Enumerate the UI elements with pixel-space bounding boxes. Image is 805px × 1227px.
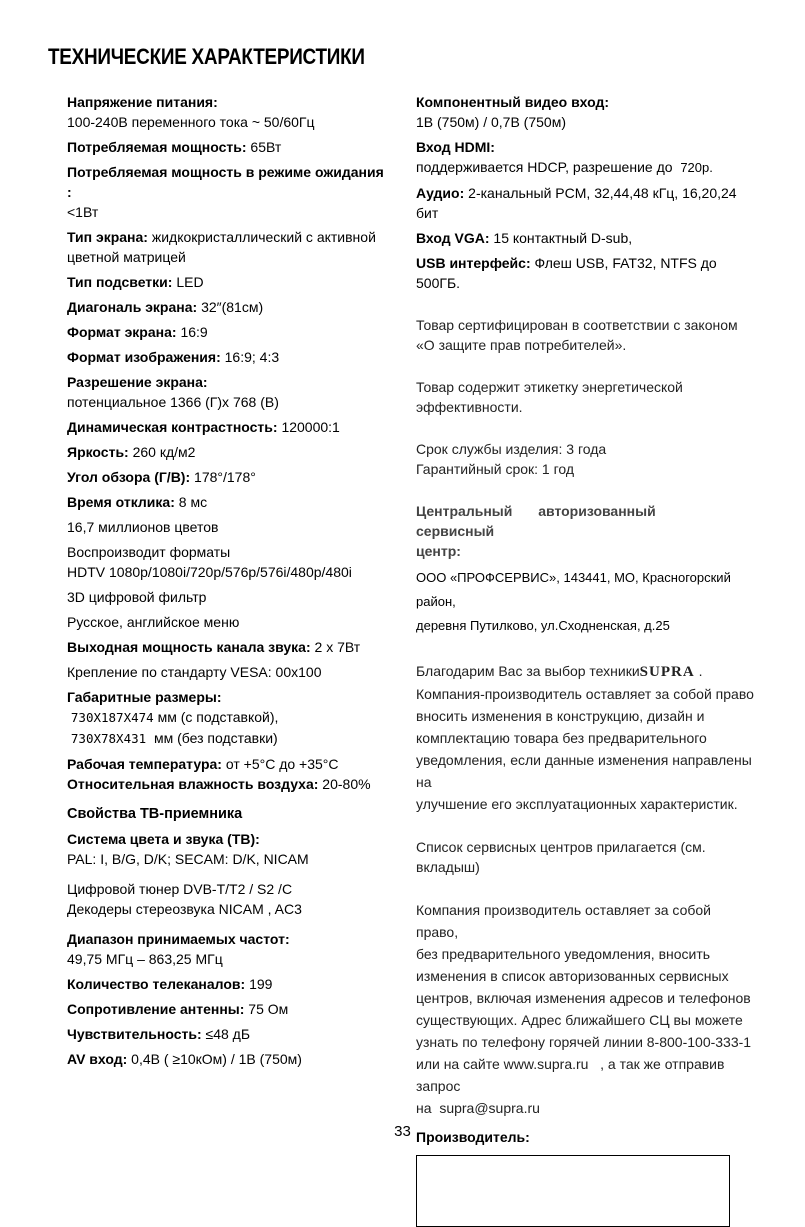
cert-line: Товар сертифицирован в соответствии с законом	[416, 317, 738, 333]
notice-text: , а так же отправив запрос	[416, 1056, 725, 1094]
spec-text: HDTV 1080p/1080i/720p/576p/576i/480p/480i	[67, 564, 352, 580]
spec-contrast	[67, 417, 385, 437]
spec-label: Разрешение экрана:	[67, 374, 208, 390]
spec-menu: Русское, английское меню	[67, 614, 240, 630]
notice-block	[416, 899, 756, 1119]
spec-sensitivity	[67, 1024, 385, 1044]
spec-av-input	[67, 1049, 385, 1069]
spec-vga	[416, 228, 756, 248]
dims-note: мм (без подставки)	[153, 730, 278, 746]
spec-tuner	[67, 879, 385, 919]
spec-value: 49,75 МГц – 863,25 МГц	[67, 951, 223, 967]
spec-audio	[416, 183, 756, 223]
rights-line: уведомления, если данные изменения направлены на	[416, 752, 752, 790]
thanks-end: .	[698, 663, 703, 679]
spec-response	[67, 492, 385, 512]
spec-audio-out	[67, 637, 385, 657]
spec-label: Динамическая контрастность:	[67, 419, 278, 435]
site-link[interactable]: www.supra.ru	[503, 1056, 589, 1072]
spec-label: Система цвета и звука (ТВ):	[67, 831, 260, 847]
notice-line: узнать по телефону горячей линии 8-800-100-333-1	[416, 1034, 752, 1050]
spec-label: Габаритные размеры:	[67, 689, 222, 705]
spec-value: 199	[249, 976, 273, 992]
spec-antenna	[67, 999, 385, 1019]
service-heading-line: Центральный авторизованный сервисный	[416, 503, 656, 539]
spec-value: 15 контактный D-sub,	[493, 230, 633, 246]
spec-value: 8 мс	[178, 494, 208, 510]
notice-text: или на сайте	[416, 1056, 500, 1072]
service-center-address	[416, 566, 756, 638]
dims-note: мм (с подставкой),	[157, 709, 279, 725]
notice-line	[416, 1053, 756, 1097]
spec-label: Рабочая температура:	[67, 756, 222, 772]
spec-component	[416, 92, 756, 132]
notice-line: без предварительного уведомления, вносить	[416, 946, 711, 962]
spec-text: Цифровой тюнер DVB-T/T2 / S2 /C	[67, 881, 293, 897]
spec-value: Флеш USB, FAT32, NTFS до 500ГБ.	[416, 255, 717, 291]
spec-value: 32″(81см)	[201, 299, 264, 315]
cert-line: «О защите прав потребителей».	[416, 337, 627, 353]
hdmi-resolution: 720p.	[680, 160, 713, 175]
spec-label: Выходная мощность канала звука:	[67, 639, 311, 655]
spec-label: Относительная влажность воздуха:	[67, 776, 319, 792]
spec-aspect	[67, 322, 385, 342]
email-link[interactable]: supra@supra.ru	[439, 1100, 540, 1116]
spec-vesa	[67, 662, 385, 682]
thanks-line	[416, 660, 756, 683]
service-life	[416, 439, 756, 479]
tv-section-heading: Свойства ТВ-приемника	[67, 806, 243, 822]
spec-value: 2 х 7Вт	[314, 639, 361, 655]
spec-value: 75 Ом	[248, 1001, 289, 1017]
spec-value: 2-канальный PCM, 32,44,48 кГц, 16,20,24 бит	[416, 185, 737, 221]
manufacturer-box	[416, 1155, 730, 1227]
spec-value: <1Вт	[67, 204, 99, 220]
spec-text: Декодеры стереозвука NICAM , AC3	[67, 901, 302, 917]
warranty-text: Гарантийный срок: 1 год	[416, 461, 575, 477]
spec-color-system	[67, 829, 385, 869]
spec-label: Количество телеканалов:	[67, 976, 246, 992]
spec-temperature	[67, 754, 385, 774]
spec-humidity	[67, 774, 385, 794]
spec-diagonal	[67, 297, 385, 317]
spec-colors: 16,7 миллионов цветов	[67, 519, 219, 535]
thanks-block	[416, 660, 756, 815]
service-life-text: Срок службы изделия: 3 года	[416, 441, 607, 457]
rights-line: Компания-производитель оставляет за собой право	[416, 686, 754, 702]
spec-label: Время отклика:	[67, 494, 175, 510]
spec-value: 120000:1	[281, 419, 340, 435]
spec-value: PAL: I, B/G, D/K; SECAM: D/K, NICAM	[67, 851, 309, 867]
spec-value: потенциальное 1366 (Г)х 768 (В)	[67, 394, 279, 410]
spec-label: Напряжение питания:	[67, 94, 218, 110]
spec-filter: 3D цифровой фильтр	[67, 589, 207, 605]
spec-value	[67, 728, 385, 749]
notice-text: на	[416, 1100, 432, 1116]
page-number: 33	[394, 1123, 411, 1140]
rights-line: комплектацию товара без предварительного	[416, 730, 707, 746]
spec-label: Тип подсветки:	[67, 274, 173, 290]
spec-brightness	[67, 442, 385, 462]
spec-label: Вход HDMI:	[416, 139, 495, 155]
spec-consumption	[67, 137, 385, 157]
spec-label: Формат изображения:	[67, 349, 221, 365]
spec-standby	[67, 162, 385, 222]
spec-resolution	[67, 372, 385, 412]
notice-line: центров, включая изменения адресов и телефонов	[416, 990, 751, 1006]
spec-label: Потребляемая мощность:	[67, 139, 247, 155]
spec-value: 100-240В переменного тока ~ 50/60Гц	[67, 114, 315, 130]
spec-label: AV вход:	[67, 1051, 128, 1067]
spec-value: 16:9; 4:3	[224, 349, 280, 365]
specs-left-column	[67, 92, 385, 1074]
spec-value: жидкокристаллический с активной цветной матрицей	[67, 229, 376, 265]
spec-value: LED	[176, 274, 204, 290]
specs-right-column	[416, 92, 756, 1227]
notice-line: существующих. Адрес ближайшего СЦ вы можете	[416, 1012, 743, 1028]
spec-label: Диагональ экрана:	[67, 299, 198, 315]
spec-screen-type	[67, 227, 385, 267]
hdmi-text: поддерживается HDCP, разрешение до	[416, 159, 673, 175]
spec-label: Чувствительность:	[67, 1026, 202, 1042]
address-line: ООО «ПРОФСЕРВИС», 143441, МО, Красногорский район,	[416, 570, 731, 609]
spec-value: 1В (750м) / 0,7В (750м)	[416, 114, 566, 130]
brand-logo: SUPRA	[639, 664, 695, 680]
dims-without-stand: 730X78X431	[70, 731, 147, 746]
notice-line: Компания производитель оставляет за собой право,	[416, 902, 712, 940]
spec-value	[67, 707, 385, 728]
service-center-heading	[416, 501, 756, 561]
rights-line: вносить изменения в конструкцию, дизайн и	[416, 708, 705, 724]
spec-label: Потребляемая мощность в режиме ожидания :	[67, 164, 384, 200]
spec-label: Вход VGA:	[416, 230, 490, 246]
spec-label: Аудио:	[416, 185, 465, 201]
notice-line: изменения в список авторизованных сервисных	[416, 968, 729, 984]
spec-value: ≤48 дБ	[205, 1026, 251, 1042]
spec-label: Компонентный видео вход:	[416, 94, 610, 110]
spec-label: Сопротивление антенны:	[67, 1001, 245, 1017]
spec-value: 16:9	[180, 324, 208, 340]
spec-label: Формат экрана:	[67, 324, 177, 340]
spec-value: 65Вт	[250, 139, 282, 155]
spec-angle	[67, 467, 385, 487]
spec-text: Воспроизводит форматы	[67, 544, 231, 560]
spec-hdmi	[416, 137, 756, 178]
spec-usb	[416, 253, 756, 293]
certification-note	[416, 315, 756, 355]
notice-line	[416, 1097, 756, 1119]
spec-label: Яркость:	[67, 444, 129, 460]
spec-label: Тип экрана:	[67, 229, 148, 245]
spec-value: 00х100	[275, 664, 322, 680]
rights-line: улучшение его эксплуатационных характеристик.	[416, 796, 738, 812]
spec-value	[416, 157, 756, 178]
spec-formats	[67, 542, 385, 582]
spec-power	[67, 92, 385, 132]
service-heading-line: центр:	[416, 543, 461, 559]
address-line: деревня Путилково, ул.Сходненская, д.25	[416, 618, 670, 633]
spec-value: 260 кд/м2	[132, 444, 196, 460]
spec-image-format	[67, 347, 385, 367]
thanks-text: Благодарим Вас за выбор техники	[416, 663, 640, 679]
service-list-note: Список сервисных центров прилагается (см. вкладыш)	[416, 839, 706, 875]
spec-value: 20-80%	[322, 776, 371, 792]
spec-label: Диапазон принимаемых частот:	[67, 931, 290, 947]
manufacturer-label: Производитель:	[416, 1129, 530, 1145]
spec-channels	[67, 974, 385, 994]
spec-label: Крепление по стандарту VESA:	[67, 664, 272, 680]
spec-value: 178°/178°	[194, 469, 256, 485]
spec-label: USB интерфейс:	[416, 255, 531, 271]
page-title: ТЕХНИЧЕСКИЕ ХАРАКТЕРИСТИКИ	[48, 44, 365, 69]
spec-dimensions	[67, 687, 385, 749]
spec-label: Угол обзора (Г/В):	[67, 469, 191, 485]
spec-backlight	[67, 272, 385, 292]
spec-frequency	[67, 929, 385, 969]
spec-value: 0,4В ( ≥10кОм) / 1В (750м)	[131, 1051, 302, 1067]
dims-with-stand: 730X187X474	[70, 710, 154, 725]
spec-value: от +5°С до +35°С	[225, 756, 339, 772]
energy-note: Товар содержит этикетку энергетической эффективности.	[416, 379, 683, 415]
